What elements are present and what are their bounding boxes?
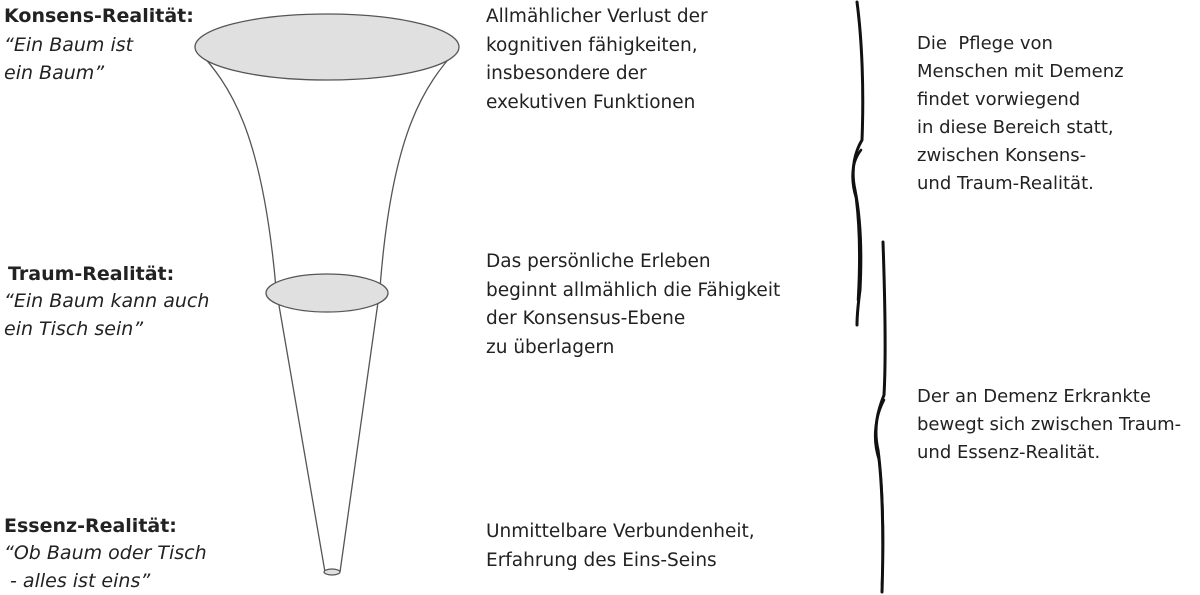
essence-title: Essenz-Realität: (4, 515, 177, 537)
dream-title: Traum-Realität: (8, 263, 175, 285)
patient-note: Der an Demenz Erkrankte bewegt sich zwischen Traum- und Essenz-Realität. (917, 386, 1182, 463)
consensus-level-ellipse (195, 14, 459, 80)
dream-quote: “Ein Baum kann auch ein Tisch sein” (4, 290, 210, 340)
consensus-description: Allmählicher Verlust der kognitiven fähigkeiten, insbesondere der exekutiven Funktionen (486, 6, 708, 113)
essence-description: Unmittelbare Verbundenheit, Erfahrung des Eins-Seins (486, 521, 755, 571)
essence-quote: “Ob Baum oder Tisch - alles ist eins” (4, 542, 207, 592)
care-note: Die Pflege von Menschen mit Demenz findet vorwiegend in diese Bereich statt, zwischen Konsens- und Traum-Realität. (917, 33, 1124, 194)
dream-description: Das persönliche Erleben beginnt allmählich die Fähigkeit der Konsensus-Ebene zu überlagern (486, 251, 781, 358)
dream-level-ellipse (266, 274, 388, 312)
patient-range-stroke-thick (875, 400, 884, 585)
consensus-title: Konsens-Realität: (4, 5, 194, 27)
essence-level-ellipse (324, 569, 340, 575)
consensus-quote: “Ein Baum ist ein Baum” (4, 34, 134, 84)
